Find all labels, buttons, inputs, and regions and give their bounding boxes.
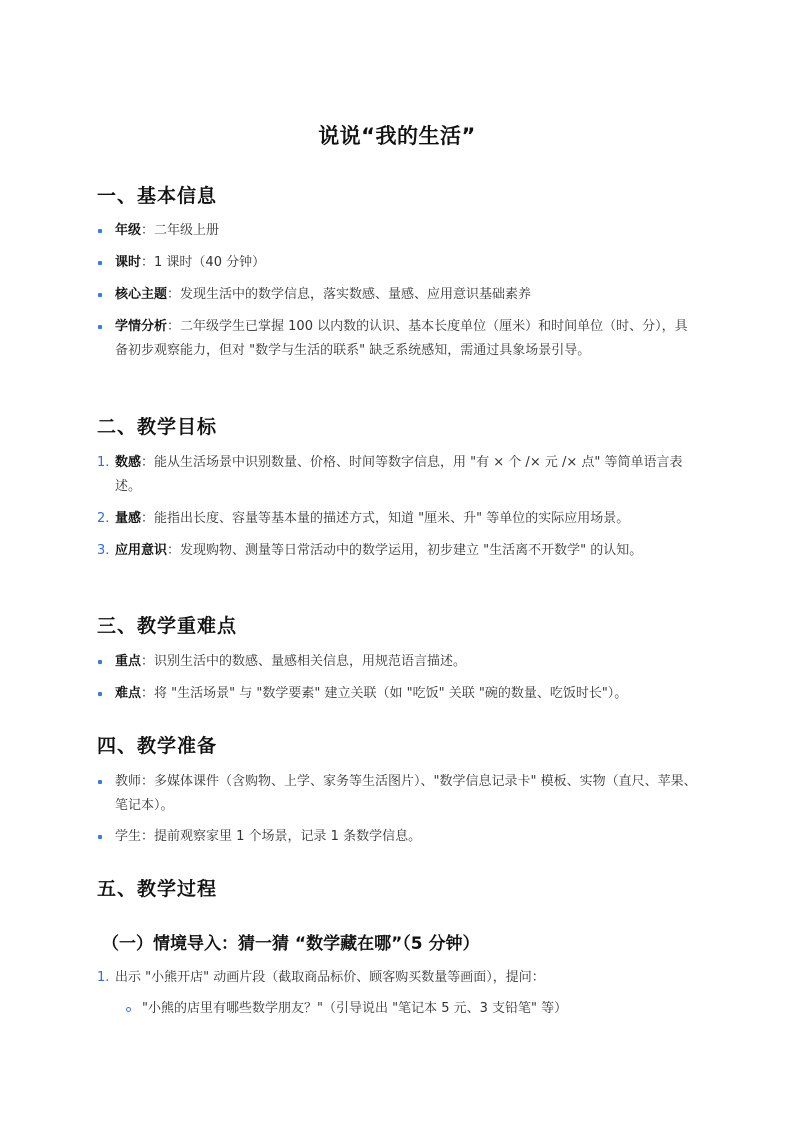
list-number: 3. xyxy=(97,543,110,558)
item-value: 出示 "小熊开店" 动画片段（截取商品标价、顾客购买数量等画面），提问： xyxy=(115,970,545,985)
item-value: 学生：提前观察家里 1 个场景，记录 1 条数学信息。 xyxy=(115,829,422,844)
list-item: 学情分析：二年级学生已掌握 100 以内数的认识、基本长度单位（厘米）和时间单位（时、分），具备初步观察能力，但对 "数学与生活的联系" 缺乏系统感知，需通过具象场景引导。 xyxy=(97,315,697,363)
heading-basic-info: 一、基本信息 xyxy=(97,185,218,207)
subheading-intro: （一）情境导入：猜一猜 “数学藏在哪”（5 分钟） xyxy=(102,934,480,954)
list-item: 1. 数感：能从生活场景中识别数量、价格、时间等数字信息，用 "有 × 个 /× 元 /× 点" 等简单语言表述。 xyxy=(97,451,697,499)
item-value: 二年级上册 xyxy=(154,223,220,238)
heading-goals: 二、教学目标 xyxy=(97,416,218,438)
sub-list-item xyxy=(125,997,695,1021)
item-label: 应用意识 xyxy=(115,543,168,558)
item-label: 年级 xyxy=(115,223,142,238)
item-label: 难点 xyxy=(115,686,142,701)
list-item xyxy=(97,825,697,849)
item-label: 重点 xyxy=(115,654,142,669)
item-value: 将 "生活场景" 与 "数学要素" 建立关联（如 "吃饭" 关联 "碗的数量、吃饭时长"）。 xyxy=(154,686,628,701)
item-value: 二年级学生已掌握 100 以内数的认识、基本长度单位（厘米）和时间单位（时、分），具备初步观察能力，但对 "数学与生活的联系" 缺乏系统感知，需通过具象场景引导。 xyxy=(115,319,688,358)
item-value: 教师：多媒体课件（含购物、上学、家务等生活图片）、"数学信息记录卡" 模板、实物（直尺、苹果、笔记本）。 xyxy=(115,774,697,813)
list-item: 难点：将 "生活场景" 与 "数学要素" 建立关联（如 "吃饭" 关联 "碗的数量、吃饭时长"）。 xyxy=(97,682,697,706)
bullet-icon xyxy=(98,325,102,329)
item-value: "小熊的店里有哪些数学朋友？"（引导说出 "笔记本 5 元、3 支铅笔" 等） xyxy=(142,1001,568,1016)
list-item xyxy=(97,770,697,818)
list-item: 2. 量感：能指出长度、容量等基本量的描述方式，知道 "厘米、升" 等单位的实际应用场景。 xyxy=(97,507,697,531)
list-item: 重点：识别生活中的数感、量感相关信息，用规范语言描述。 xyxy=(97,650,697,674)
bullet-icon xyxy=(98,229,102,233)
list-item: 课时：1 课时（40 分钟） xyxy=(97,251,697,275)
list-item xyxy=(97,966,697,990)
bullet-icon xyxy=(98,261,102,265)
bullet-icon xyxy=(98,780,102,784)
list-item: 核心主题：发现生活中的数学信息，落实数感、量感、应用意识基础素养 xyxy=(97,283,697,307)
item-value: 发现生活中的数学信息，落实数感、量感、应用意识基础素养 xyxy=(180,287,532,302)
bullet-icon xyxy=(98,660,102,664)
list-number: 2. xyxy=(97,511,110,526)
item-value: 发现购物、测量等日常活动中的数学运用，初步建立 "生活离不开数学" 的认知。 xyxy=(180,543,643,558)
list-number: 1. xyxy=(97,455,110,470)
item-label: 课时 xyxy=(115,255,142,270)
item-value: 1 课时（40 分钟） xyxy=(154,255,266,270)
item-value: 能指出长度、容量等基本量的描述方式，知道 "厘米、升" 等单位的实际应用场景。 xyxy=(154,511,630,526)
bullet-icon xyxy=(98,692,102,696)
bullet-icon xyxy=(98,835,102,839)
heading-process: 五、教学过程 xyxy=(97,878,218,900)
heading-preparation: 四、教学准备 xyxy=(97,735,218,757)
document-title: 说说“我的生活” xyxy=(318,124,476,148)
item-value: 能从生活场景中识别数量、价格、时间等数字信息，用 "有 × 个 /× 元 /× 点" 等简单语言表述。 xyxy=(115,455,683,494)
heading-key-points: 三、教学重难点 xyxy=(97,615,238,637)
item-value: 识别生活中的数感、量感相关信息，用规范语言描述。 xyxy=(154,654,467,669)
item-label: 量感 xyxy=(115,511,142,526)
item-label: 数感 xyxy=(115,455,142,470)
bullet-icon xyxy=(98,293,102,297)
hollow-bullet-icon xyxy=(126,1007,131,1012)
list-item: 年级：二年级上册 xyxy=(97,219,697,243)
item-label: 学情分析 xyxy=(115,319,168,334)
item-label: 核心主题 xyxy=(115,287,168,302)
list-number: 1. xyxy=(97,970,110,985)
list-item: 3. 应用意识：发现购物、测量等日常活动中的数学运用，初步建立 "生活离不开数学" 的认知。 xyxy=(97,539,697,563)
